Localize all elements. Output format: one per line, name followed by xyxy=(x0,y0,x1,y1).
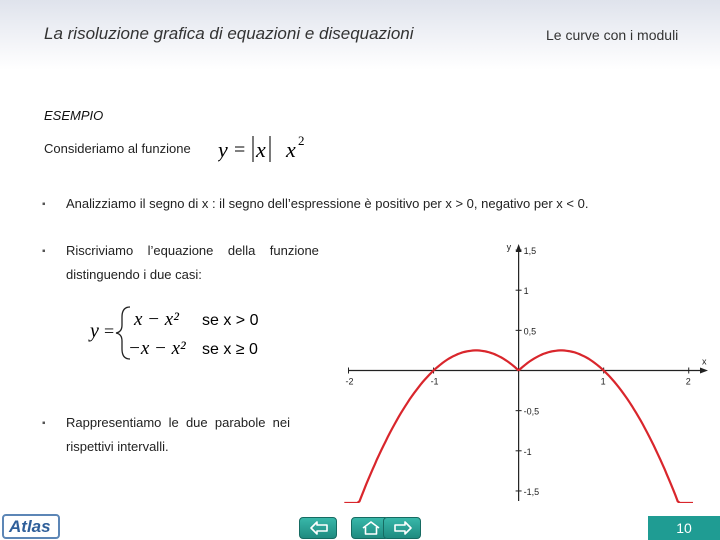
atlas-logo xyxy=(2,514,60,539)
y-tick-label: -1 xyxy=(523,446,532,457)
case1-condition: se x > 0 xyxy=(202,312,259,329)
y-tick-label: 1 xyxy=(523,286,529,297)
intro-text: Consideriamo al funzione xyxy=(44,141,191,156)
bullet-text-1: Analizziamo il segno di x : il segno dell’espressione è positivo per x > 0, negativo per x < 0. xyxy=(66,196,589,211)
header-title: La risoluzione grafica di equazioni e disequazioni xyxy=(44,24,414,43)
x-axis-label: x xyxy=(702,356,707,367)
formula-lhs: y xyxy=(218,137,228,162)
bullet-dot: ▪ xyxy=(42,199,46,210)
x-tick-label: 1 xyxy=(600,376,606,387)
case2-condition: se x ≥ 0 xyxy=(202,341,258,358)
back-arrow-icon xyxy=(309,520,329,536)
forward-arrow-icon xyxy=(393,520,413,536)
parabola-chart xyxy=(340,238,710,503)
case1-expression: x − x² xyxy=(134,309,179,330)
x-tick-label: -2 xyxy=(345,376,354,387)
piecewise-formula xyxy=(88,303,278,363)
x-axis-arrow xyxy=(700,368,708,374)
parabola-curve-2 xyxy=(344,350,518,503)
logo-text: Atlas xyxy=(9,517,51,536)
case2-expression: −x − x² xyxy=(128,338,186,359)
header-subtitle: Le curve con i moduli xyxy=(546,27,679,43)
y-axis-arrow xyxy=(516,244,522,252)
home-icon xyxy=(361,520,381,536)
y-tick-label: 1,5 xyxy=(523,246,537,257)
back-button[interactable] xyxy=(299,517,337,539)
bullet-dot: ▪ xyxy=(42,418,46,429)
bullet-text-3-line1: Rappresentiamo le due parabole nei xyxy=(66,415,291,430)
example-label: ESEMPIO xyxy=(44,108,104,123)
formula-eq: = xyxy=(234,139,246,161)
y-tick-label: 0,5 xyxy=(523,326,537,337)
formula-term: x xyxy=(286,137,296,162)
function-formula xyxy=(218,130,318,166)
parabola-curve-1 xyxy=(519,350,693,503)
slide-header xyxy=(0,0,720,70)
formula-exponent: 2 xyxy=(298,133,305,148)
y-tick-label: -1,5 xyxy=(523,486,540,497)
y-tick-label: -0,5 xyxy=(523,406,540,417)
piecewise-lhs: y xyxy=(90,320,99,342)
bullet-text-2-line2: distinguendo i due casi: xyxy=(66,267,202,282)
formula-abs-var: x xyxy=(256,137,266,162)
forward-button[interactable] xyxy=(383,517,421,539)
x-tick-label: 2 xyxy=(685,376,691,387)
bullet-text-3-line2: rispettivi intervalli. xyxy=(66,439,169,454)
y-axis-label: y xyxy=(506,242,512,252)
svg-text:=: = xyxy=(104,321,115,341)
page-number: 10 xyxy=(648,516,720,540)
x-tick-label: -1 xyxy=(430,376,439,387)
bullet-dot: ▪ xyxy=(42,246,46,257)
bullet-text-2-line1: Riscriviamo l’equazione della funzione xyxy=(66,243,319,258)
